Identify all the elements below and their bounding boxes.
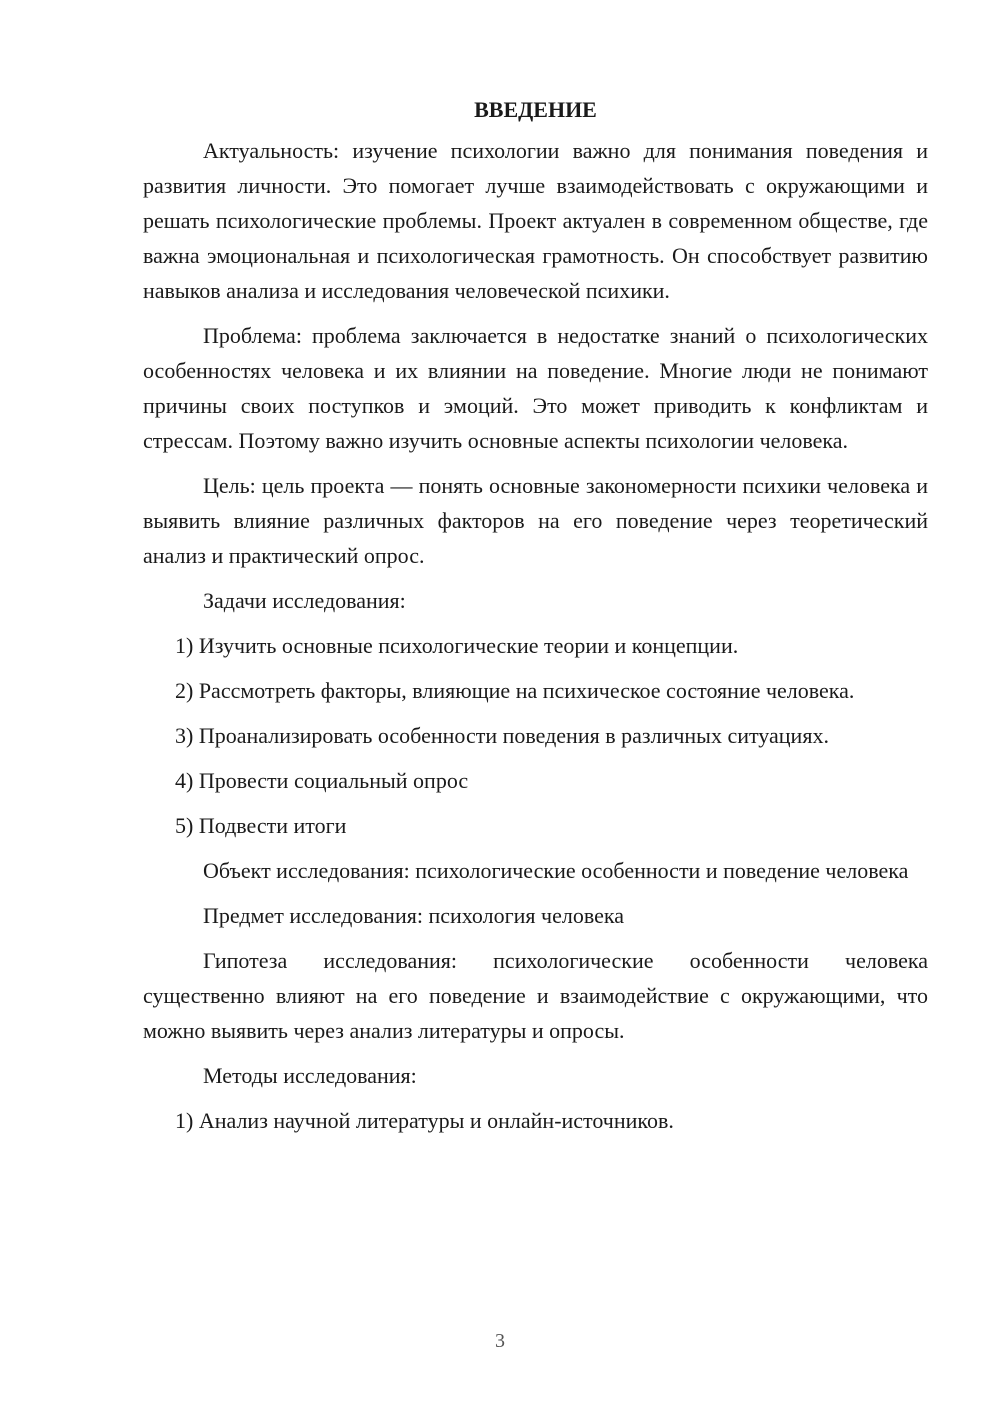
task-item-5: 5) Подвести итоги (175, 813, 347, 838)
object-paragraph: Объект исследования: психологические особенности и поведение человека (203, 858, 909, 883)
task-item-2: 2) Рассмотреть факторы, влияющие на психическое состояние человека. (175, 678, 855, 703)
methods-heading: Методы исследования: (203, 1063, 417, 1088)
page-content (143, 95, 928, 1148)
method-item-1: 1) Анализ научной литературы и онлайн-источников. (175, 1108, 674, 1133)
page-number: 3 (495, 1330, 505, 1352)
subject-paragraph: Предмет исследования: психология человека (203, 903, 624, 928)
tasks-heading: Задачи исследования: (203, 588, 406, 613)
problem-paragraph: Проблема: проблема заключается в недостатке знаний о психологических особенностях человека и их влиянии на поведение. Многие люди не понимают причины своих поступков и эмоций. Это может приводить к конфликтам и стрессам. Поэтому важно изучить основные аспекты психологии человека. (143, 323, 928, 453)
relevance-paragraph: Актуальность: изучение психологии важно для понимания поведения и развития личности. Это помогает лучше взаимодействовать с окружающими и решать психологические проблемы. Проект актуален в современном обществе, где важна эмоциональная и психологическая грамотность. Он способствует развитию навыков анализа и исследования человеческой психики. (143, 138, 928, 303)
task-item-4: 4) Провести социальный опрос (175, 768, 469, 793)
hypothesis-paragraph: Гипотеза исследования: психологические особенности человека существенно влияют на его поведение и взаимодействие с окружающими, что можно выявить через анализ литературы и опросы. (143, 948, 928, 1043)
goal-paragraph: Цель: цель проекта — понять основные закономерности психики человека и выявить влияние различных факторов на его поведение через теоретический анализ и практический опрос. (143, 473, 928, 568)
task-item-3: 3) Проанализировать особенности поведения в различных ситуациях. (175, 723, 829, 748)
task-item-1: 1) Изучить основные психологические теории и концепции. (175, 633, 739, 658)
section-title: ВВЕДЕНИЕ (474, 97, 597, 122)
